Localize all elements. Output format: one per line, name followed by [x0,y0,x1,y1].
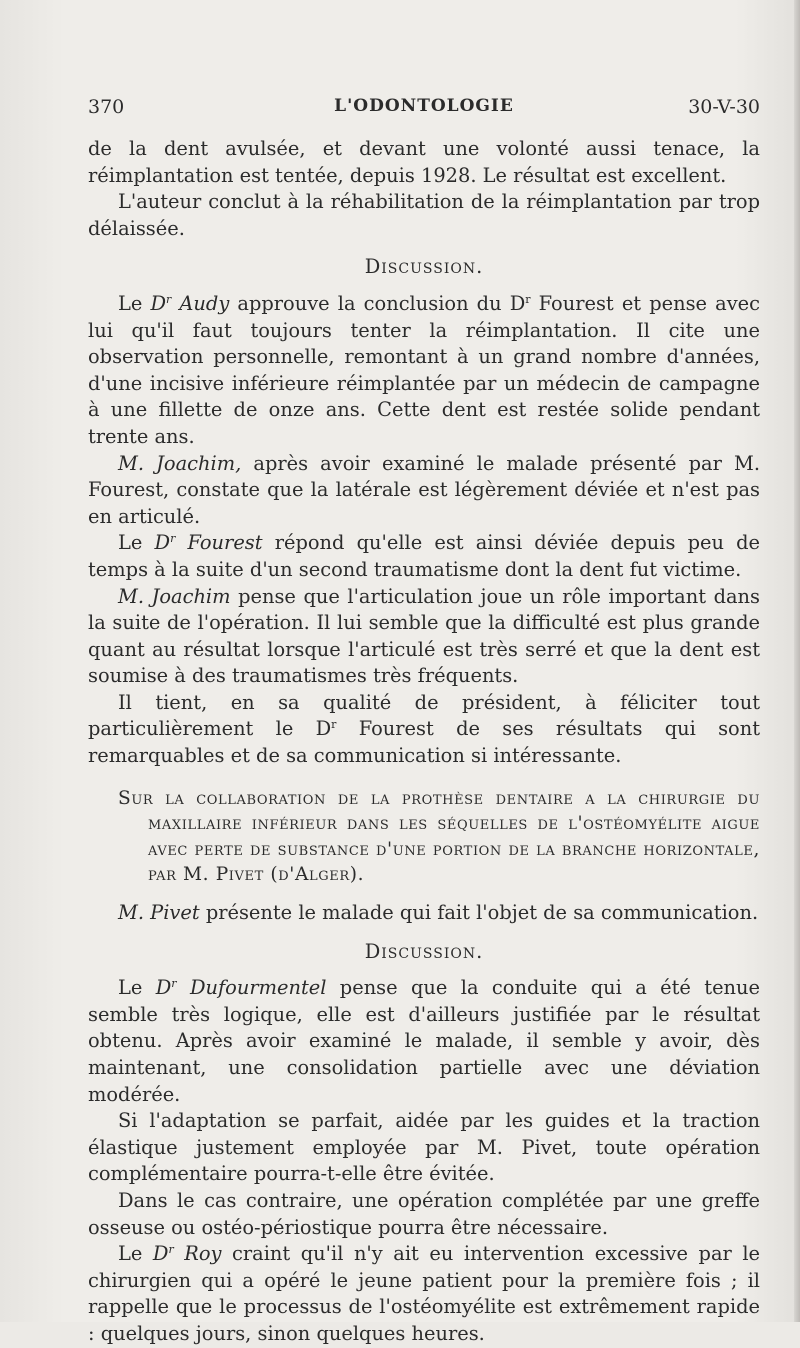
paragraph: Le $D^r$ Fourest répond qu'elle est ainsi déviée depuis peu de temps à la suite d'un second traumatisme dont la dent fut victime. [88,531,760,581]
paragraph: Dans le cas contraire, une opération complétée par une greffe osseuse ou ostéo-périostique pourra être nécessaire. [88,1188,760,1239]
issue-date: 30-V-30 [688,96,760,118]
paragraph: Le $D^r$ Audy approuve la conclusion du $D^r$ Fourest et pense avec lui qu'il faut toujours tenter la réimplantation. Il cite une observation personnelle, remontant à un grand nombre d'années, d'une incisive inférieure réimplantée par un médecin de campagne à une fillette de onze ans. Cette dent est restée solide pendant trente ans. [88,291,760,448]
paragraph: Si l'adaptation se parfait, aidée par les guides et la traction élastique justement employée par M. Pivet, toute opération complémentaire pourra-t-elle être évitée. [88,1109,760,1186]
discussion-heading: Discussion. [364,255,484,279]
paragraph: de la dent avulsée, et devant une volonté aussi tenace, la réimplantation est tentée, depuis 1928. Le résultat est excellent. [88,137,760,187]
paragraph: Il tient, en sa qualité de président, à féliciter tout particulièrement le $D^r$ Fourest de ses résultats qui sont remarquables et de sa communication si intéressante. [88,690,761,768]
paragraph: M. Joachim, après avoir examiné le malade présenté par M. Fourest, constate que la latérale est légèrement déviée et n'est pas en articulé. [88,451,760,528]
page-edge [794,0,800,1322]
paragraph: Le $D^r$ Roy craint qu'il n'y ait eu intervention excessive par le chirurgien qui a opéré le jeune patient pour la première fois ; il rappelle que le processus de l'ostéomyélite est extrêmement rapide : quelques jours, sinon quelques heures. [88,1242,760,1345]
paragraph: Le $D^r$ Dufourmentel pense que la conduite qui a été tenue semble très logique, elle est d'ailleurs justifiée par le résultat obtenu. Après avoir examiné le malade, il semble y avoir, dès maintenant, une consolidation partielle avec une déviation modérée. [88,976,760,1106]
journal-title: L'ODONTOLOGIE [334,96,514,116]
discussion-heading: Discussion. [364,939,484,963]
paragraph: M. Joachim pense que l'articulation joue un rôle important dans la suite de l'opération. Il lui semble que la difficulté est plus grande quant au résultat lorsque l'articulé est très serré et que la dent est soumise à des traumatismes très fréquents. [88,584,760,688]
section-title: Sur la collaboration de la prothèse dentaire a la chirurgie du maxillaire inférieur dans les séquelles de l'ostéomyélite aigue avec perte de substance d'une portion de la branche horizontale, par M. Pivet (d'Alger). [118,787,760,886]
article-body [88,136,760,1348]
paragraph: L'auteur conclut à la réhabilitation de la réimplantation par trop délaissée. [88,190,760,240]
running-header [88,96,760,124]
page-number: 370 [88,96,125,118]
paragraph: M. Pivet présente le malade qui fait l'objet de sa communication. [118,901,759,925]
